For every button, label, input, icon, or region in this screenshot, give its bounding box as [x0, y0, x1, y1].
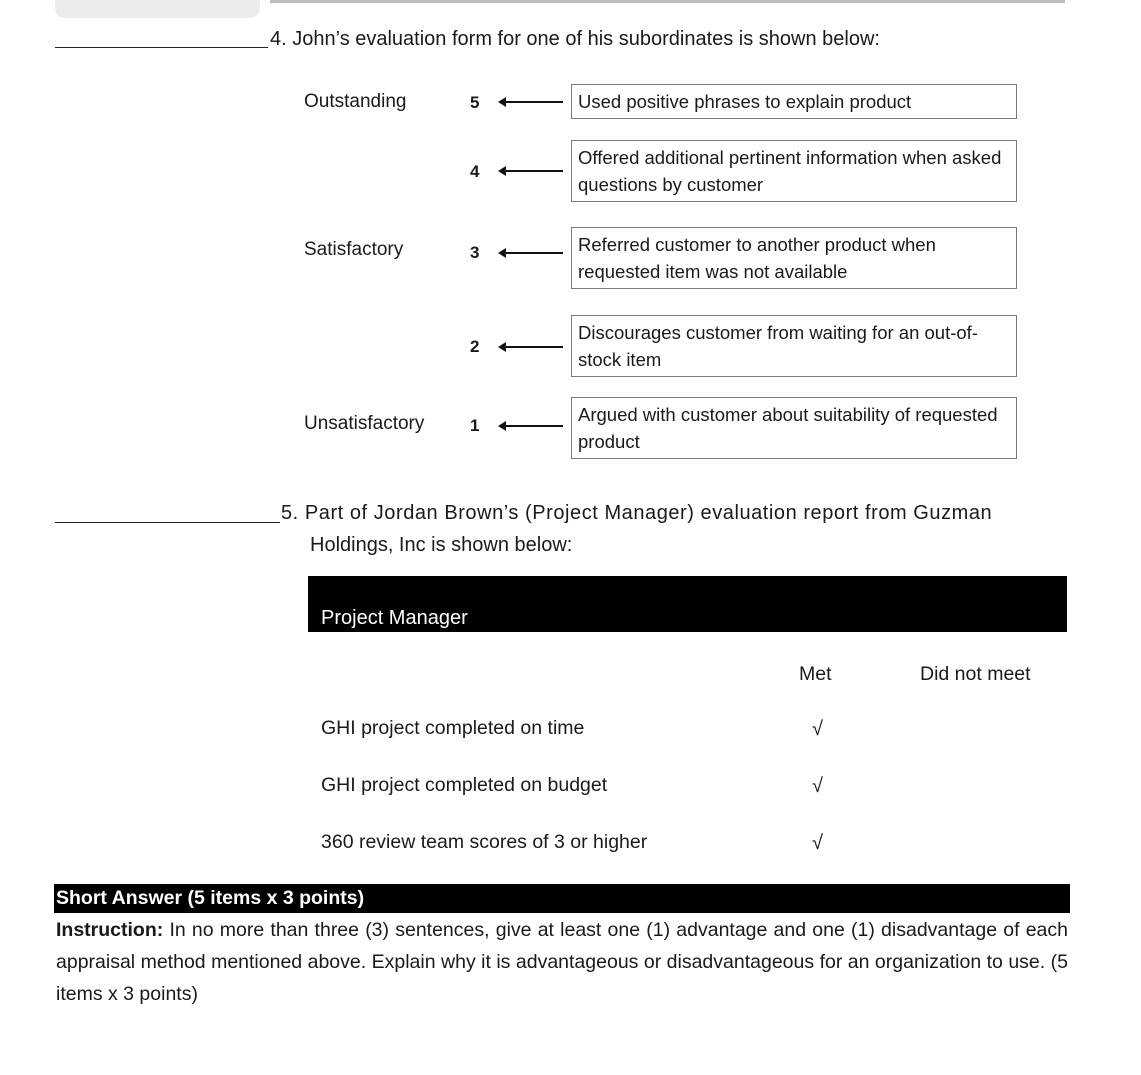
- level-label-satisfactory: Satisfactory: [304, 239, 404, 260]
- answer-blank-q5[interactable]: [55, 522, 280, 523]
- level-label-unsatisfactory: Unsatisfactory: [304, 413, 425, 434]
- column-header-met: Met: [799, 663, 832, 685]
- arrow-icon: [505, 425, 563, 427]
- checkmark-icon: √: [812, 775, 823, 797]
- table-title: Project Manager: [321, 607, 468, 629]
- top-rule: [270, 0, 1065, 3]
- behavior-box-4: Offered additional pertinent information when asked questions by customer: [571, 140, 1017, 202]
- question-5-prompt-line1: 5. Part of Jordan Brown’s (Project Manager) evaluation report from Guzman: [281, 502, 993, 524]
- score-2: 2: [470, 337, 480, 356]
- short-answer-instruction: [56, 914, 1068, 1010]
- criterion-row-2: GHI project completed on budget: [321, 774, 608, 796]
- score-3: 3: [470, 243, 480, 262]
- behavior-box-2: Discourages customer from waiting for an out-of-stock item: [571, 315, 1017, 377]
- criterion-row-3: 360 review team scores of 3 or higher: [321, 831, 648, 853]
- score-5: 5: [470, 93, 480, 112]
- short-answer-header: Short Answer (5 items x 3 points): [54, 884, 1070, 913]
- level-label-outstanding: Outstanding: [304, 91, 407, 112]
- question-5-prompt-line2: Holdings, Inc is shown below:: [310, 534, 573, 556]
- checkmark-icon: √: [812, 832, 823, 854]
- score-4: 4: [470, 162, 480, 181]
- arrow-icon: [505, 170, 563, 172]
- checkmark-icon: √: [812, 718, 823, 740]
- question-4-prompt: 4. John’s evaluation form for one of his subordinates is shown below:: [270, 28, 880, 50]
- criterion-row-1: GHI project completed on time: [321, 717, 585, 739]
- instruction-text: In no more than three (3) sentences, give at least one (1) advantage and one (1) disadvantage of each appraisal method mentioned above. Explain why it is advantageous or disadvantageous for an organization to use. (5 items x 3 points): [56, 919, 1068, 1005]
- instruction-label: Instruction:: [56, 919, 164, 941]
- top-corner-shade: [55, 0, 260, 18]
- answer-blank-q4[interactable]: [55, 47, 268, 48]
- behavior-box-5: Used positive phrases to explain product: [571, 84, 1017, 119]
- arrow-icon: [505, 346, 563, 348]
- score-1: 1: [470, 416, 480, 435]
- arrow-icon: [505, 252, 563, 254]
- arrow-icon: [505, 101, 563, 103]
- column-header-did-not-meet: Did not meet: [920, 663, 1031, 685]
- behavior-box-3: Referred customer to another product when requested item was not available: [571, 227, 1017, 289]
- behavior-box-1: Argued with customer about suitability of requested product: [571, 397, 1017, 459]
